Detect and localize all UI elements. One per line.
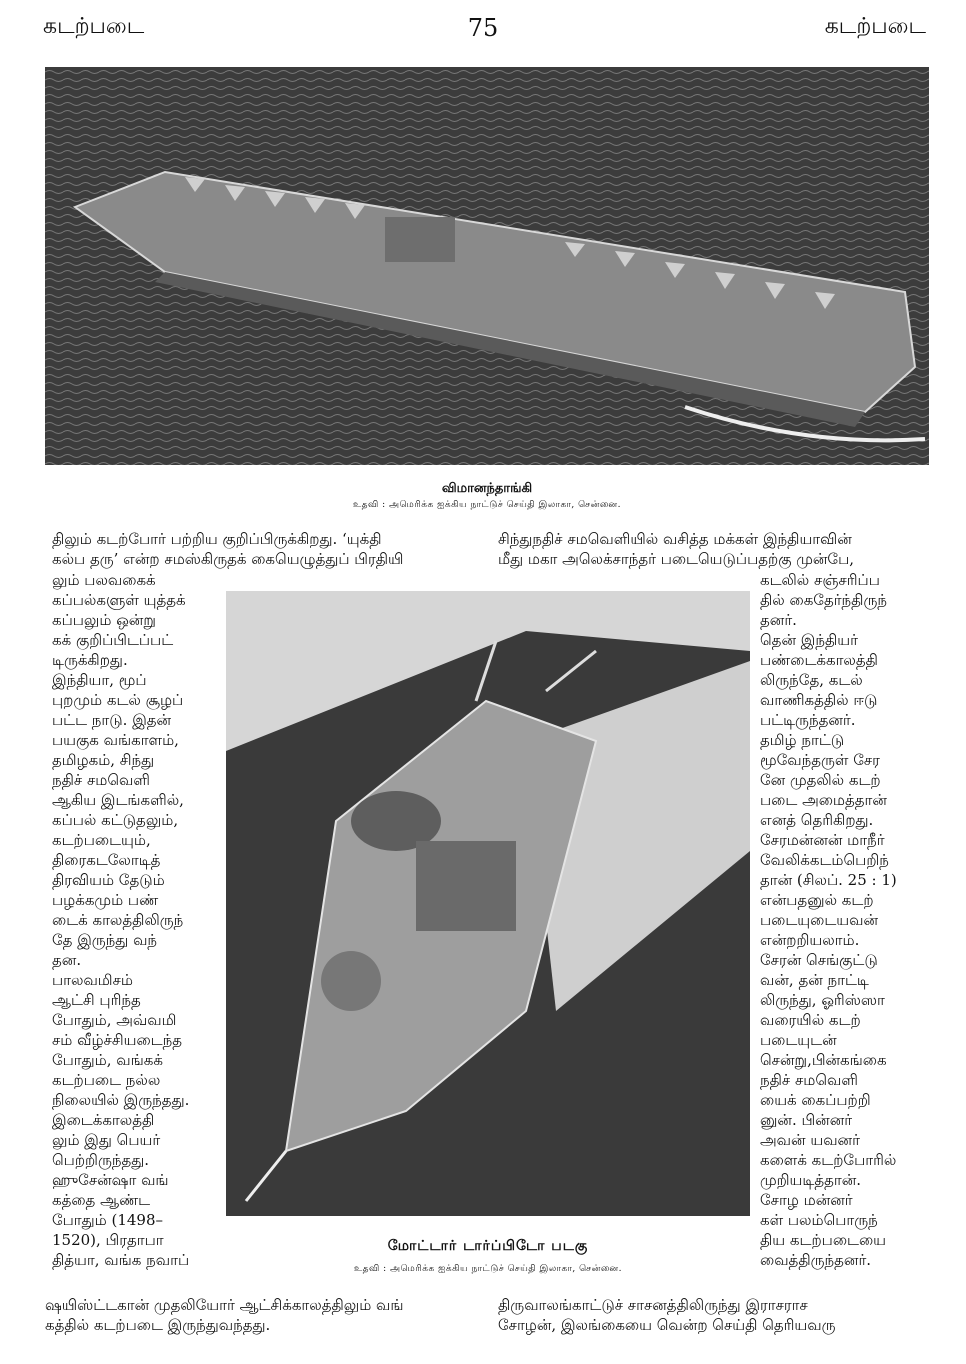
text-line: திய கடற்படையை [760,1231,887,1249]
aircraft-carrier-photo [45,67,929,465]
page-number: 75 [467,14,499,42]
text-line: ஆட்சி புரிந்த [52,991,141,1009]
text-line: தமிழகம், சிந்து [52,751,155,769]
text-line: இந்தியா, மூப் [52,671,147,689]
text-line: கள் பலம்பொருந் [760,1211,878,1229]
text-line: சென்று,பின்கங்கை [760,1051,887,1069]
text-line: போதும் (1498– [52,1211,164,1229]
text-line: திருவாலங்காட்டுச் சாசனத்திலிருந்து இராசராச [498,1296,808,1314]
text-line: தித்யா, வங்க நவாப் [52,1251,190,1269]
text-line: ஆகிய இடங்களில், [52,791,184,809]
left-column-top-text [52,529,482,569]
text-line: பாலவமிசம் [52,971,133,989]
text-line: சிந்துநதிச் சமவெளியில் வசித்த மக்கள் இந்தியாவின் [498,530,852,548]
text-line: லிருந்தே, கடல் [760,671,863,689]
text-line: டிருக்கிறது. [52,651,128,669]
text-line: தன. [52,951,82,969]
text-line: தே இருந்து வந் [52,931,158,949]
text-line: திரவியம் தேடும் [52,871,165,889]
text-line: னுன். பின்னர் [760,1111,853,1129]
text-line: பட்ட நாடு. இதன் [52,711,172,729]
text-line: லும் இது பெயர் [52,1131,161,1149]
text-line: டைக் காலத்திலிருந் [52,911,184,929]
bottom-right-text [498,1295,928,1335]
text-line: புறமும் கடல் சூழப் [52,691,184,709]
torpedo-boat-photo [226,591,750,1216]
text-line: பயகுக வங்காளம், [52,731,179,749]
text-line: தமிழ் நாட்டு [760,731,845,749]
text-line: பெற்றிருந்தது. [52,1151,150,1169]
text-line: கடற்படை நல்ல [52,1071,161,1089]
text-line: படையுடன் [760,1031,837,1049]
text-line: வைத்திருந்தனர். [760,1251,872,1269]
text-line: எனத் தெரிகிறது. [760,811,874,829]
text-line: சம் வீழ்ச்சியடைந்த [52,1031,183,1049]
text-line: சோழ மன்னர் [760,1191,853,1209]
text-line: வேலிக்கடம்பெறிந் [760,851,889,869]
text-line: படையுடையவன் [760,911,879,929]
text-line: வன், தன் நாட்டி [760,971,869,989]
text-line: தென் இந்தியர் [760,631,858,649]
text-line: வாணிகத்தில் ஈடு [760,691,878,709]
text-line: நதிச் சமவெளி [52,771,150,789]
text-line: லிருந்து, ஓரிஸ்ஸா [760,991,885,1009]
text-line: சோழன், இலங்கையை வென்ற செய்தி தெரியவரு [498,1316,836,1334]
figure-credit-middle: உதவி : அமெரிக்க ஐக்கிய நாட்டுச் செய்தி இலாகா, சென்னை. [354,1264,622,1274]
text-line: வரையில் கடற் [760,1011,861,1029]
text-line: ஷயிஸ்ட்டகான் முதலியோர் ஆட்சிக்காலத்திலும் வங் [45,1296,404,1314]
text-line: கப்பல் கட்டுதலும், [52,811,179,829]
text-line: என்பதனுல் கடற் [760,891,874,909]
text-line: திரைகடலோடித் [52,851,161,869]
text-line: படை அமைத்தான் [760,791,887,809]
right-column-text [760,570,935,1270]
figure-title-top: விமானந்தாங்கி [441,481,533,496]
text-line: தனர். [760,611,797,629]
text-line: பழக்கமும் பண் [52,891,159,909]
text-line: சேரமன்னன் மாநீர் [760,831,885,849]
text-line: கப்பலும் ஒன்று [52,611,156,629]
text-line: னே முதலில் கடற் [760,771,881,789]
text-line: கக் குறிப்பிடப்பட் [52,631,174,649]
text-line: தில் கைதேர்ந்திருந் [760,591,887,609]
text-line: பண்டைக்காலத்தி [760,651,878,669]
text-line: போதும், வங்கக் [52,1051,163,1069]
text-line: இடைக்காலத்தி [52,1111,155,1129]
text-line: களைக் கடற்போரில் [760,1151,897,1169]
text-line: நிலையில் இருந்தது. [52,1091,190,1109]
text-line: தான் (சிலப். 25 : 1) [760,871,897,889]
text-line: கத்தில் கடற்படை இருந்துவந்தது. [45,1316,271,1334]
text-line: அவன் யவனர் [760,1131,860,1149]
text-line: சேரன் செங்குட்டு [760,951,878,969]
bottom-left-text [45,1295,485,1335]
text-line: ஹுசேன்ஷா வங் [52,1171,169,1189]
text-line: கடலில் சஞ்சரிப்ப [760,571,880,589]
text-line: பட்டிருந்தனர். [760,711,856,729]
text-line: என்றறியலாம். [760,931,860,949]
text-line: போதும், அவ்வமி [52,1011,177,1029]
running-header-right: கடற்படை [824,14,926,39]
left-column-text [52,570,222,1270]
right-column-top-text [498,529,928,569]
running-header-left: கடற்படை [43,14,145,39]
text-line: மூவேந்தருள் சேர [760,751,880,769]
figure-title-middle: மோட்டார் டார்ப்பிடோ படகு [387,1238,589,1254]
figure-credit-top: உதவி : அமெரிக்க ஐக்கிய நாட்டுச் செய்தி இலாகா, சென்னை. [353,500,621,510]
text-line: கப்பல்களுள் யுத்தக் [52,591,186,609]
text-line: மீது மகா அலெக்சாந்தர் படையெடுப்பதற்கு முன்பே, [498,550,855,568]
text-line: 1520), பிரதாபா [52,1231,164,1249]
text-line: லும் பலவகைக் [52,571,156,589]
text-line: கடற்படையும், [52,831,151,849]
text-line: திலும் கடற்போர் பற்றிய குறிப்பிருக்கிறது. ‘யுக்தி [52,530,382,548]
text-line: கத்தை ஆண்ட [52,1191,151,1209]
text-line: முறியடித்தான். [760,1171,862,1189]
text-line: நதிச் சமவெளி [760,1071,858,1089]
text-line: கல்ப தரு’ என்ற சமஸ்கிருதக் கையெழுத்துப் பிரதியி [52,550,404,568]
text-line: யைக் கைப்பற்றி [760,1091,871,1109]
